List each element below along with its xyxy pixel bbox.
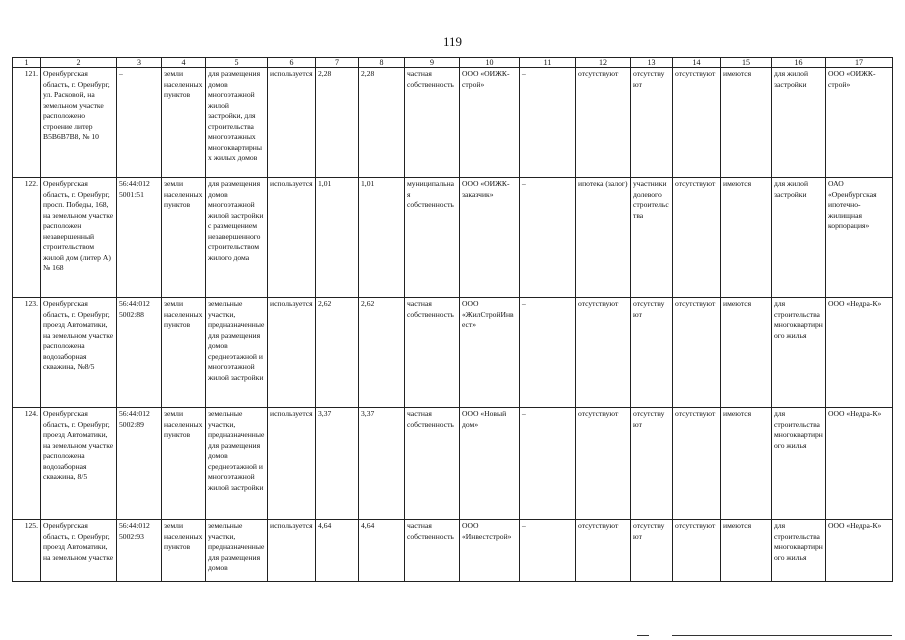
- cell-col-16: для строительства многоквартирного жилья: [772, 520, 826, 582]
- cell-col-16: для строительства многоквартирного жилья: [772, 298, 826, 408]
- cell-col-13: участники долевого строительства: [631, 178, 673, 298]
- footer-rule-right: [672, 635, 892, 636]
- cell-col-7: 2,28: [316, 68, 359, 178]
- cell-col-1: 121.: [13, 68, 41, 178]
- column-number-1: 1: [13, 58, 41, 68]
- cell-col-3: 56:44:012 5002:88: [117, 298, 162, 408]
- cell-col-4: земли населенных пунктов: [162, 408, 206, 520]
- table-row: [13, 520, 893, 582]
- column-number-14: 14: [673, 58, 721, 68]
- cell-col-5: земельные участки, предназначенные для размещения домов среднеэтажной и многоэтажной жилой застройки: [206, 298, 268, 408]
- column-number-7: 7: [316, 58, 359, 68]
- cell-col-3: 56:44:012 5001:51: [117, 178, 162, 298]
- cell-col-2: Оренбургская область, г. Оренбург, просп. Победы, 168, на земельном участке расположен незавершенный строительством жилой дом (литер А) № 168: [41, 178, 117, 298]
- cell-col-5: земельные участки, предназначенные для размещения домов: [206, 520, 268, 582]
- cell-col-13: отсутствуют: [631, 520, 673, 582]
- cell-col-11: –: [520, 68, 576, 178]
- cell-col-13: отсутствуют: [631, 408, 673, 520]
- cell-col-1: 123.: [13, 298, 41, 408]
- cell-col-10: ООО «Инвестстрой»: [460, 520, 520, 582]
- column-number-5: 5: [206, 58, 268, 68]
- cell-col-11: –: [520, 178, 576, 298]
- column-number-13: 13: [631, 58, 673, 68]
- cell-col-10: ООО «ОИЖК-заказчик»: [460, 178, 520, 298]
- cell-col-5: для размещения домов многоэтажной жилой застройки с размещением незавершенного строительством жилого дома: [206, 178, 268, 298]
- cell-col-6: используется: [268, 68, 316, 178]
- cell-col-17: ОАО «Оренбургская ипотечно-жилищная корпорация»: [826, 178, 893, 298]
- cell-col-16: для строительства многоквартирного жилья: [772, 408, 826, 520]
- cell-col-15: имеются: [721, 520, 772, 582]
- cell-col-7: 1,01: [316, 178, 359, 298]
- cell-col-1: 125.: [13, 520, 41, 582]
- cell-col-4: земли населенных пунктов: [162, 178, 206, 298]
- column-number-3: 3: [117, 58, 162, 68]
- column-number-11: 11: [520, 58, 576, 68]
- cell-col-16: для жилой застройки: [772, 178, 826, 298]
- column-number-15: 15: [721, 58, 772, 68]
- cell-col-4: земли населенных пунктов: [162, 298, 206, 408]
- cell-col-8: 2,62: [359, 298, 405, 408]
- cell-col-9: частная собственность: [405, 520, 460, 582]
- cell-col-6: используется: [268, 298, 316, 408]
- table-row: [13, 298, 893, 408]
- table-row: [13, 68, 893, 178]
- cell-col-5: для размещения домов многоэтажной жилой застройки, для строительства многоэтажных многоквартирных жилых домов: [206, 68, 268, 178]
- cell-col-12: отсутствуют: [576, 298, 631, 408]
- cell-col-14: отсутствуют: [673, 68, 721, 178]
- cell-col-8: 4,64: [359, 520, 405, 582]
- cell-col-17: ООО «Недра-К»: [826, 520, 893, 582]
- cell-col-12: ипотека (залог): [576, 178, 631, 298]
- cell-col-10: ООО «ОИЖК-строй»: [460, 68, 520, 178]
- column-number-10: 10: [460, 58, 520, 68]
- cell-col-6: используется: [268, 178, 316, 298]
- cell-col-4: земли населенных пунктов: [162, 520, 206, 582]
- cell-col-15: имеются: [721, 408, 772, 520]
- cell-col-3: 56:44:012 5002:89: [117, 408, 162, 520]
- column-number-4: 4: [162, 58, 206, 68]
- cell-col-3: –: [117, 68, 162, 178]
- cell-col-7: 3,37: [316, 408, 359, 520]
- cell-col-17: ООО «ОИЖК-строй»: [826, 68, 893, 178]
- cell-col-13: отсутствуют: [631, 68, 673, 178]
- cell-col-2: Оренбургская область, г. Оренбург, ул. Расковой, на земельном участке расположено строение литер В5В6В7В8, № 10: [41, 68, 117, 178]
- page-number: 119: [442, 34, 463, 49]
- cell-col-8: 2,28: [359, 68, 405, 178]
- column-number-12: 12: [576, 58, 631, 68]
- cell-col-5: земельные участки, предназначенные для размещения домов среднеэтажной и многоэтажной жилой застройки: [206, 408, 268, 520]
- cell-col-14: отсутствуют: [673, 178, 721, 298]
- land-registry-table: [12, 57, 893, 582]
- cell-col-9: муниципальная собственность: [405, 178, 460, 298]
- cell-col-4: земли населенных пунктов: [162, 68, 206, 178]
- cell-col-12: отсутствуют: [576, 68, 631, 178]
- cell-col-17: ООО «Недра-К»: [826, 408, 893, 520]
- cell-col-10: ООО «Новый дом»: [460, 408, 520, 520]
- cell-col-14: отсутствуют: [673, 520, 721, 582]
- cell-col-9: частная собственность: [405, 298, 460, 408]
- column-number-row: [13, 58, 893, 68]
- cell-col-15: имеются: [721, 68, 772, 178]
- cell-col-1: 122.: [13, 178, 41, 298]
- cell-col-10: ООО «ЖилСтройИнвест»: [460, 298, 520, 408]
- cell-col-8: 1,01: [359, 178, 405, 298]
- cell-col-9: частная собственность: [405, 68, 460, 178]
- cell-col-12: отсутствуют: [576, 408, 631, 520]
- cell-col-16: для жилой застройки: [772, 68, 826, 178]
- cell-col-2: Оренбургская область, г. Оренбург, проезд Автоматики, на земельном участке расположена водозаборная скважина, №8/5: [41, 298, 117, 408]
- cell-col-6: используется: [268, 520, 316, 582]
- cell-col-11: –: [520, 408, 576, 520]
- cell-col-11: –: [520, 298, 576, 408]
- cell-col-3: 56:44:012 5002:93: [117, 520, 162, 582]
- cell-col-11: –: [520, 520, 576, 582]
- cell-col-2: Оренбургская область, г. Оренбург, проезд Автоматики, на земельном участке: [41, 520, 117, 582]
- cell-col-14: отсутствуют: [673, 298, 721, 408]
- cell-col-6: используется: [268, 408, 316, 520]
- cell-col-15: имеются: [721, 178, 772, 298]
- cell-col-1: 124.: [13, 408, 41, 520]
- column-number-8: 8: [359, 58, 405, 68]
- cell-col-2: Оренбургская область, г. Оренбург, проезд Автоматики, на земельном участке расположена водозаборная скважина, 8/5: [41, 408, 117, 520]
- column-number-6: 6: [268, 58, 316, 68]
- column-number-17: 17: [826, 58, 893, 68]
- cell-col-8: 3,37: [359, 408, 405, 520]
- cell-col-12: отсутствуют: [576, 520, 631, 582]
- cell-col-17: ООО «Недра-К»: [826, 298, 893, 408]
- cell-col-7: 2,62: [316, 298, 359, 408]
- cell-col-7: 4,64: [316, 520, 359, 582]
- table-row: [13, 178, 893, 298]
- column-number-16: 16: [772, 58, 826, 68]
- table-row: [13, 408, 893, 520]
- footer-rule-left: [637, 635, 649, 636]
- column-number-2: 2: [41, 58, 117, 68]
- column-number-9: 9: [405, 58, 460, 68]
- cell-col-14: отсутствуют: [673, 408, 721, 520]
- cell-col-9: частная собственность: [405, 408, 460, 520]
- cell-col-13: отсутствуют: [631, 298, 673, 408]
- cell-col-15: имеются: [721, 298, 772, 408]
